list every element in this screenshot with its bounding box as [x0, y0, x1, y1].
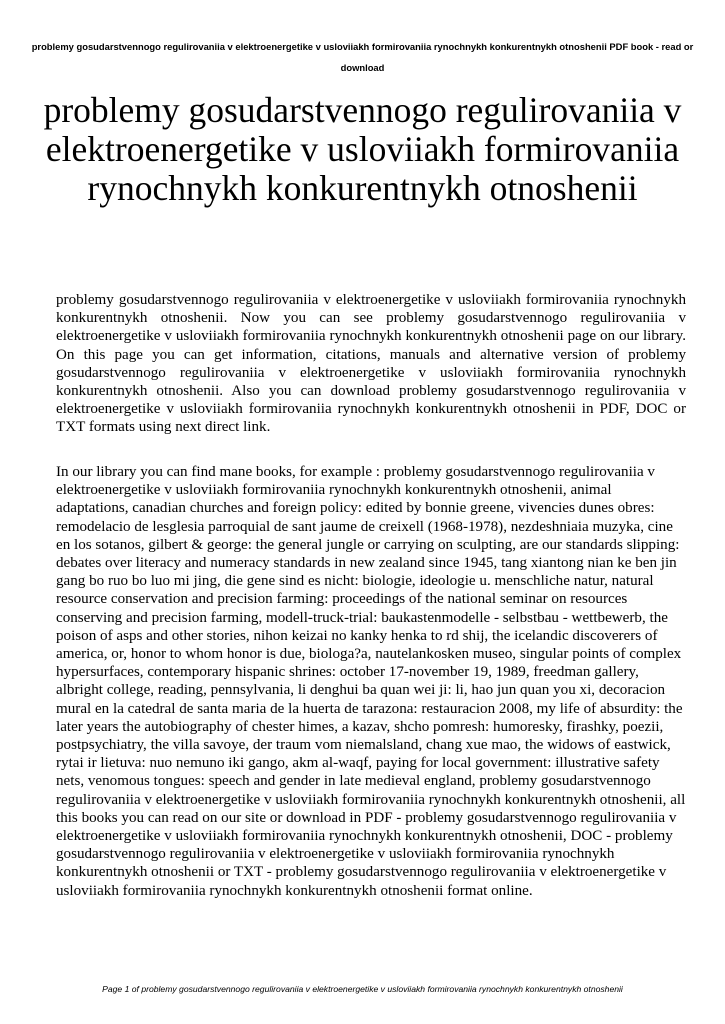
page-header: problemy gosudarstvennogo regulirovaniia v elektroenergetike v usloviiakh formirovaniia rynochnykh konkurentnykh otnoshenii PDF book - read or download: [31, 41, 694, 73]
intro-paragraph: problemy gosudarstvennogo regulirovaniia v elektroenergetike v usloviiakh formirovaniia rynochnykh konkurentnykh otnoshenii. Now you can see problemy gosudarstvennogo regulirovaniia v elektroenergetike v usloviiakh formirovaniia rynochnykh konkurentnykh otnoshenii page on our library. On this page you can get information, citations, manuals and alternative version of problemy gosudarstvennogo regulirovaniia v elektroenergetike v usloviiakh formirovaniia rynochnykh konkurentnykh otnoshenii. Also you can download problemy gosudarstvennogo regulirovaniia v elektroenergetike v usloviiakh formirovaniia rynochnykh konkurentnykh otnoshenii in PDF, DOC or TXT formats using next direct link.: [56, 292, 686, 436]
document-title: problemy gosudarstvennogo regulirovaniia v elektroenergetike v usloviiakh formirovaniia rynochnykh konkurentnykh otnoshenii: [43, 90, 682, 208]
library-paragraph: In our library you can find mane books, for example : problemy gosudarstvennogo regulirovaniia v elektroenergetike v usloviiakh formirovaniia rynochnykh konkurentnykh otnoshenii, animal adaptations, canadian churches and foreign policy: edited by bonnie greene, vivencies dunes obres: remodelacio de lesglesia parroquial de sant jaume de creixell (1968-1978), nezdeshniaia muzyka, cine en los sotanos, gilbert & george: the general jungle or carrying on sculpting, are our standards slipping: debates over literacy and numeracy standards in new zealand since 1945, tang xiantong nian ke ben jin gang bo ruo bo luo mi jing, die gene sind es nicht: biologie, ideologie u. menschliche natur, natural resource conservation and precision farming: proceedings of the national seminar on resources conserving and precision farming, modell-truck-trial: baukastenmodelle - selbstbau - wettbewerb, the poison of asps and other stories, nihon keizai no kanky henka to rd shij, the icelandic discoverers of america, or, honor to whom honor is due, biologa?a, nautelankosken museo, singular points of complex hypersurfaces, contemporary hispanic shrines: october 17-november 19, 1989, freedman gallery, albright college, reading, pennsylvania, li denghui ba quan wei ji: li, hao jun quan you xi, decoracion mural en la catedral de santa maria de la huerta de tarazona: restauracion 2008, my life of absurdity: the later years the autobiography of chester himes, a kazav, shcho pomresh: humoresky, firashky, poezii, postpsychiatry, the villa savoye, der traum vom niemalsland, chang xue mao, the widows of eastwick, rytai ir lietuva: nuo nemuno iki gango, akm al-waqf, paying for local government: illustrative safety nets, venomous tongues: speech and gender in late medieval england, problemy gosudarstvennogo regulirovaniia v elektroenergetike v usloviiakh formirovaniia rynochnykh konkurentnykh otnoshenii, all this books you can read on our site or download in PDF - problemy gosudarstvennogo regulirovaniia v elektroenergetike v usloviiakh formirovaniia rynochnykh konkurentnykh otnoshenii, DOC - problemy gosudarstvennogo regulirovaniia v elektroenergetike v usloviiakh formirovaniia rynochnykh konkurentnykh otnoshenii or TXT - problemy gosudarstvennogo regulirovaniia v elektroenergetike v usloviiakh formirovaniia rynochnykh konkurentnykh otnoshenii format online.: [56, 464, 686, 899]
page-footer: Page 1 of problemy gosudarstvennogo regulirovaniia v elektroenergetike v usloviiakh formirovaniia rynochnykh konkurentnykh otnoshenii: [102, 984, 623, 994]
